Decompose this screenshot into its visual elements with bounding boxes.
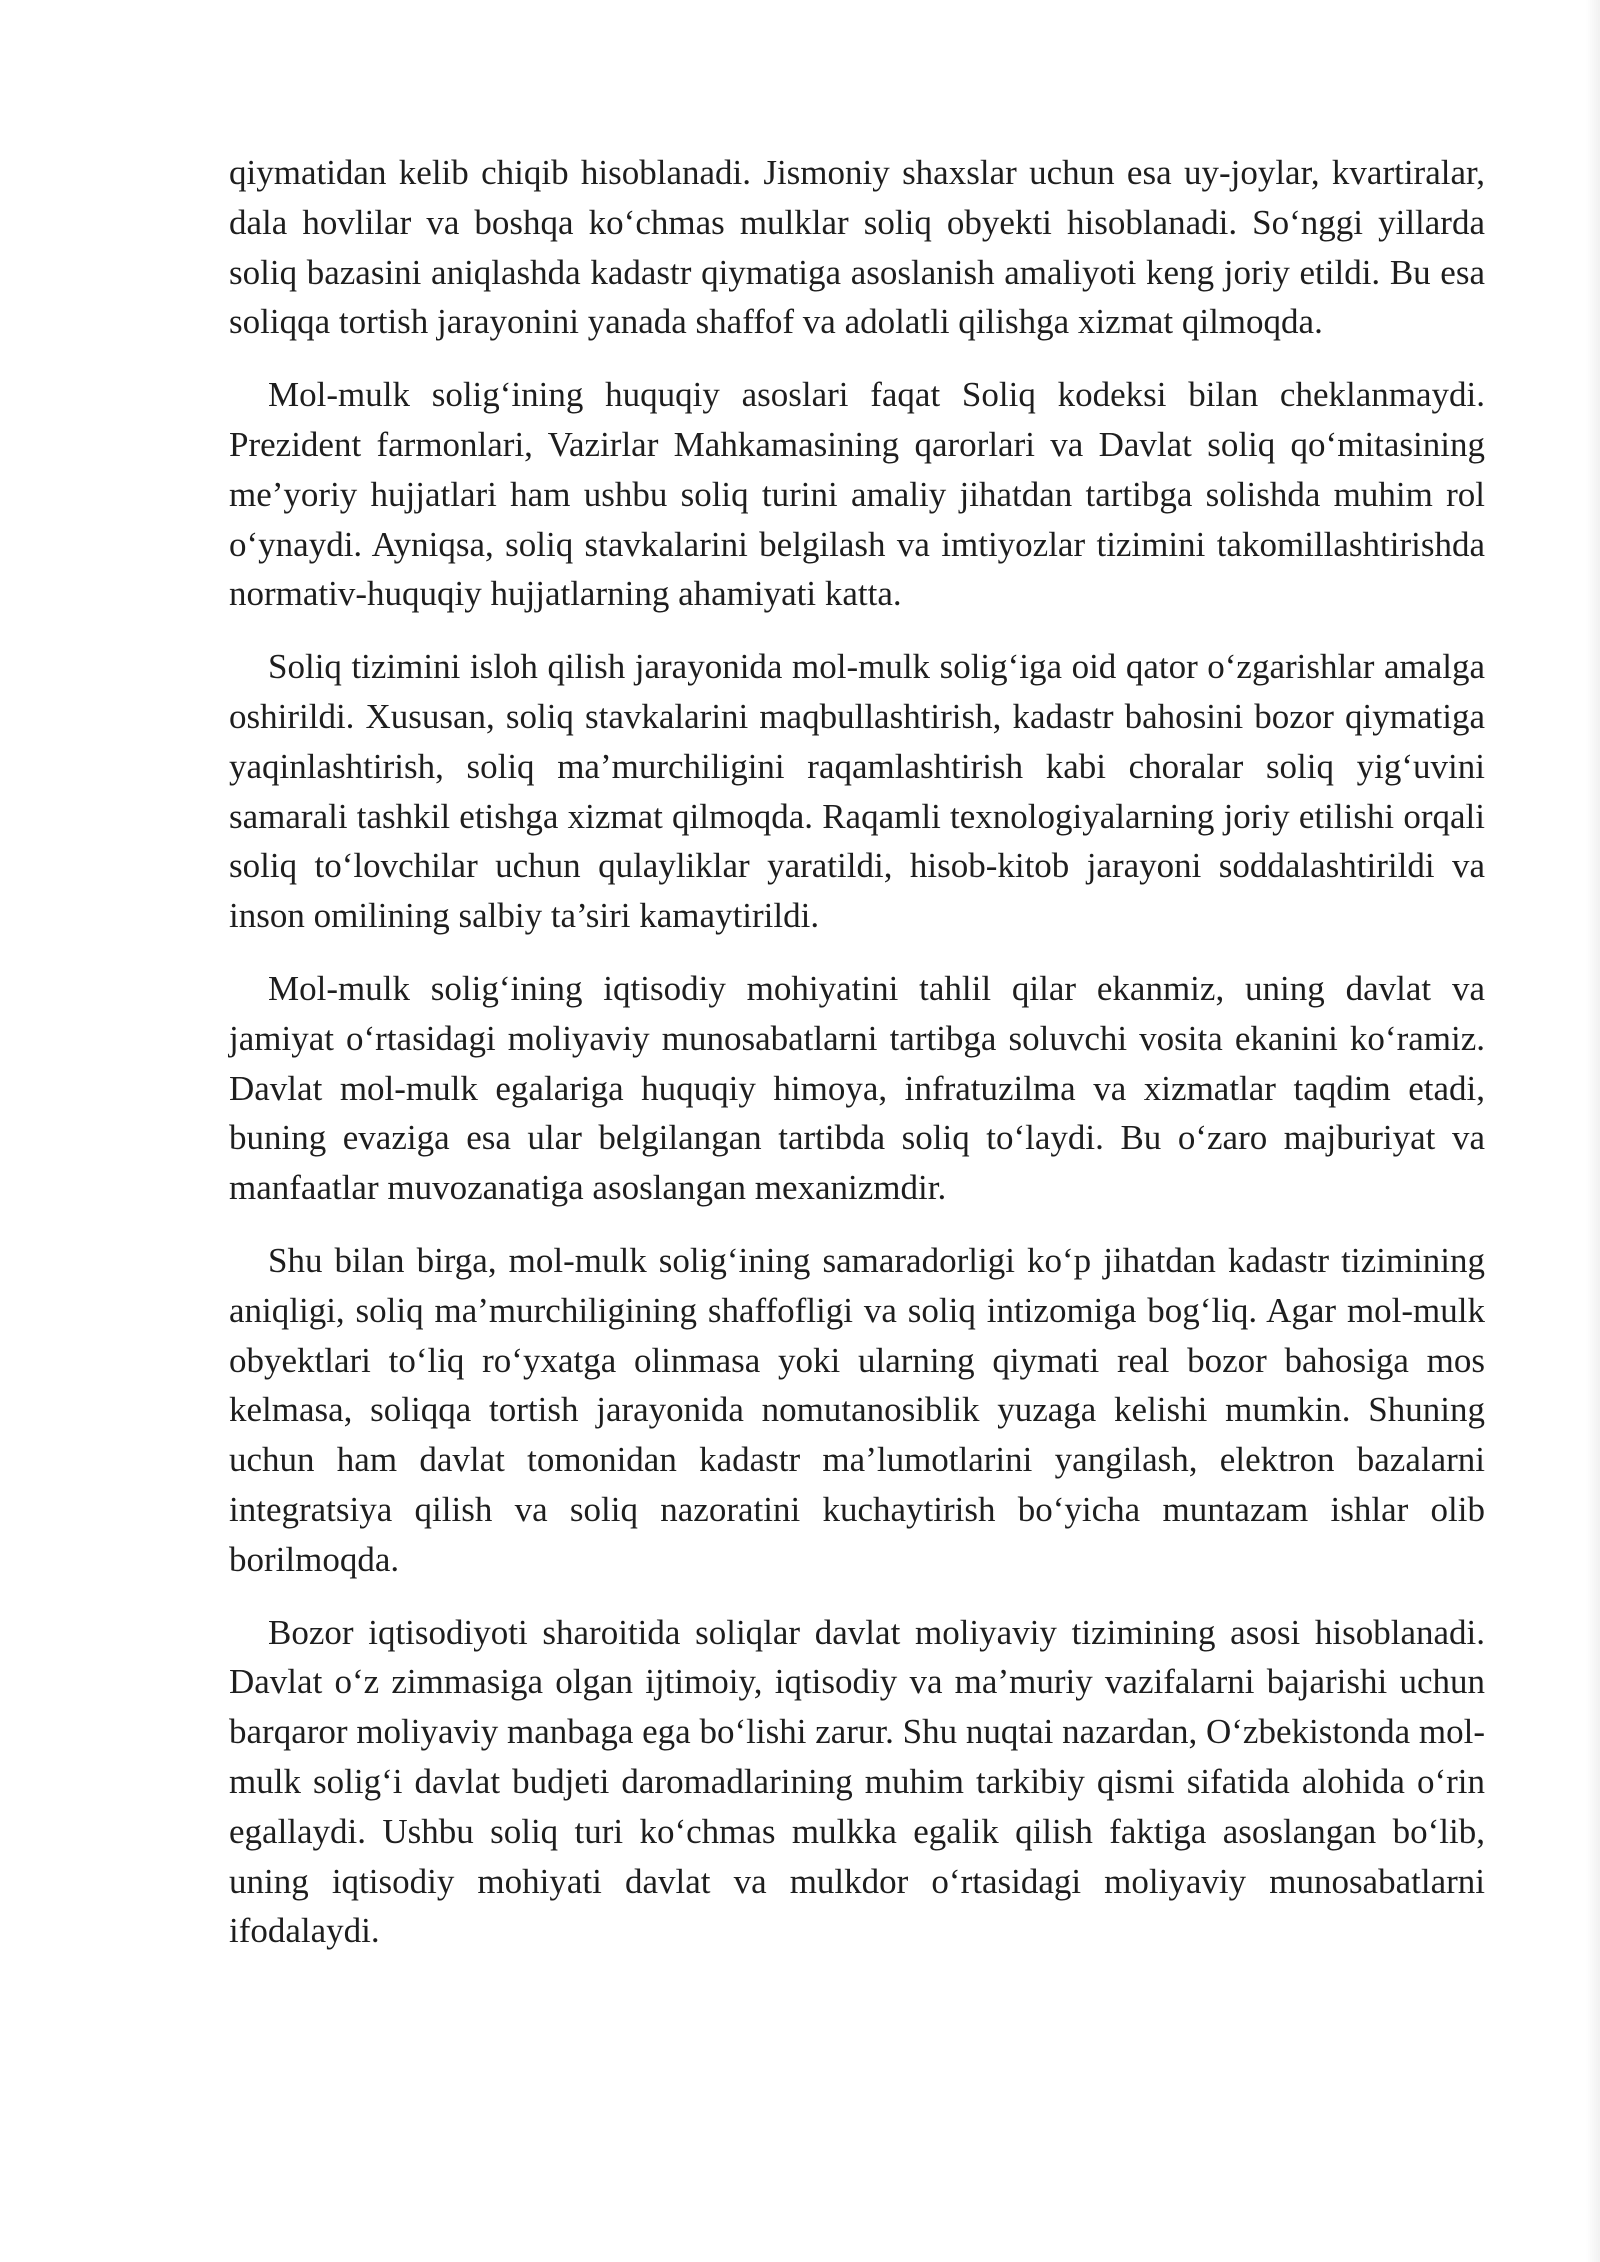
paragraph-2: Mol-mulk solig‘ining huquqiy asoslari faqat Soliq kodeksi bilan cheklanmaydi. Prezident farmonlari, Vazirlar Mahkamasining qarorlari va Davlat soliq qo‘mitasining me’yoriy hujjatlari ham ushbu soliq turini amaliy jihatdan tartibga solishda muhim rol o‘ynaydi. Ayniqsa, soliq stavkalarini belgilash va imtiyozlar tizimini takomillashtirishda normativ-huquqiy hujjatlarning ahamiyati katta. <box>229 375 1485 614</box>
paragraph-6: Bozor iqtisodiyoti sharoitida soliqlar davlat moliyaviy tizimining asosi hisoblanadi. Davlat o‘z zimmasiga olgan ijtimoiy, iqtisodiy va ma’muriy vazifalarni bajarishi uchun barqaror moliyaviy manbaga ega bo‘lishi zarur. Shu nuqtai nazardan, O‘zbekistonda mol-mulk solig‘i davlat budjeti daromadlarining muhim tarkibiy qismi sifatida alohida o‘rin egallaydi. Ushbu soliq turi ko‘chmas mulkka egalik qilish faktiga asoslangan bo‘lib, uning iqtisodiy mohiyati davlat va mulkdor o‘rtasidagi moliyaviy munosabatlarni ifodalaydi. <box>229 1612 1485 1951</box>
paragraph-3: Soliq tizimini isloh qilish jarayonida mol-mulk solig‘iga oid qator o‘zgarishlar amalga oshirildi. Xususan, soliq stavkalarini maqbullashtirish, kadastr bahosini bozor qiymatiga yaqinlashtirish, soliq ma’murchiligini raqamlashtirish kabi choralar soliq yig‘uvini samarali tashkil etishga xizmat qilmoqda. Raqamli texnologiyalarning joriy etilishi orqali soliq to‘lovchilar uchun qulayliklar yaratildi, hisob-kitob jarayoni soddalashtirildi va inson omilining salbiy ta’siri kamaytirildi. <box>229 647 1485 936</box>
paragraph-1: qiymatidan kelib chiqib hisoblanadi. Jismoniy shaxslar uchun esa uy-joylar, kvartiralar, dala hovlilar va boshqa ko‘chmas mulklar soliq obyekti hisoblanadi. So‘nggi yillarda soliq bazasini aniqlashda kadastr qiymatiga asoslanish amaliyoti keng joriy etildi. Bu esa soliqqa tortish jarayonini yanada shaffof va adolatli qilishga xizmat qilmoqda. <box>229 153 1485 342</box>
paragraph-5: Shu bilan birga, mol-mulk solig‘ining samaradorligi ko‘p jihatdan kadastr tizimining aniqligi, soliq ma’murchiligining shaffofligi va soliq intizomiga bog‘liq. Agar mol-mulk obyektlari to‘liq ro‘yxatga olinmasa yoki ularning qiymati real bozor bahosiga mos kelmasa, soliqqa tortish jarayonida nomutanosiblik yuzaga kelishi mumkin. Shuning uchun ham davlat tomonidan kadastr ma’lumotlarini yangilash, elektron bazalarni integratsiya qilish va soliq nazoratini kuchaytirish bo‘yicha muntazam ishlar olib borilmoqda. <box>229 1240 1485 1579</box>
paragraph-4: Mol-mulk solig‘ining iqtisodiy mohiyatini tahlil qilar ekanmiz, uning davlat va jamiyat o‘rtasidagi moliyaviy munosabatlarni tartibga soluvchi vosita ekanini ko‘ramiz. Davlat mol-mulk egalariga huquqiy himoya, infratuzilma va xizmatlar taqdim etadi, buning evaziga esa ular belgilangan tartibda soliq to‘laydi. Bu o‘zaro majburiyat va manfaatlar muvozanatiga asoslangan mexanizmdir. <box>229 968 1485 1208</box>
page-edge-shadow <box>1586 0 1600 2262</box>
body-text <box>229 148 1485 1979</box>
